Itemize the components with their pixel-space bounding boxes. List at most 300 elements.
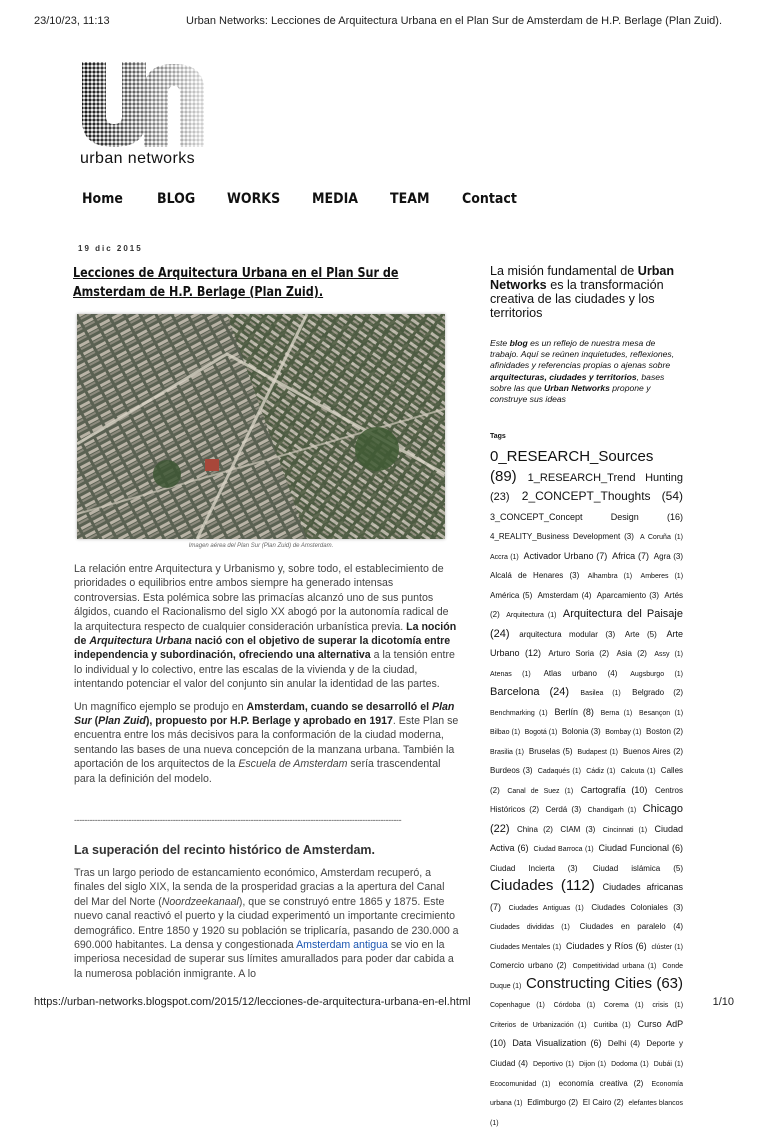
aerial-city-illustration [77, 314, 445, 539]
tag-item[interactable] [604, 994, 644, 1011]
tag-label[interactable]: Africa [612, 550, 636, 561]
print-datetime: 23/10/23, 11:13 [34, 15, 110, 27]
tag-item[interactable] [597, 585, 659, 602]
tag-label[interactable]: Ciudades divididas [490, 924, 555, 932]
tag-label[interactable]: Chicago [642, 803, 684, 816]
tag-count: (2) [664, 688, 684, 698]
tag-label[interactable]: Barcelona [490, 686, 540, 699]
tag-count: (1) [570, 904, 584, 912]
tag-label[interactable]: Berlín [554, 706, 578, 717]
tag-item[interactable] [651, 936, 683, 953]
post-aerial-photo[interactable] [77, 314, 445, 539]
tag-item[interactable] [490, 741, 524, 758]
paragraph-3: Tras un largo periodo de estancamiento económico, Amsterdam recuperó, a finales del siglo XIX, la senda de la prosperidad gracias a la apertura del Canal del Mar del Norte (Noordzeekanaal), que se construyó entre 1865 y 1875. Este nuevo canal reactivó el puerto y la ciudad experimentó un importante crecimiento demográfico. Entre 1850 y 1920 su población se triplicaría, pasando de 230.000 a 690.000 habitantes. La densa y congestionada Amsterdam antigua se vio en la imperiosa necesidad de superar sus límites amurallados para poder dar cabida a la numerosa población inmigrante. A lo [74, 867, 459, 980]
tag-item[interactable] [533, 838, 593, 855]
tag-label[interactable]: Amsterdam [537, 590, 579, 600]
tag-count: (4) [626, 1039, 641, 1049]
tag-label[interactable]: 0_RESEARCH_Sources [490, 448, 654, 465]
tag-item[interactable] [490, 585, 532, 602]
tag-count: (1) [672, 943, 683, 951]
tag-item[interactable] [538, 585, 592, 602]
tag-count: (1) [511, 670, 531, 678]
tag-count: (2) [670, 727, 684, 737]
tag-count: (7) [593, 550, 608, 561]
tag-count: (10) [490, 1038, 507, 1049]
tag-count: (1) [512, 748, 524, 756]
tag-label[interactable]: Economía urbana [490, 1080, 684, 1108]
tag-count: (3) [554, 863, 578, 873]
tag-item[interactable] [490, 955, 567, 972]
tag-item[interactable] [605, 721, 641, 738]
tag-item[interactable] [654, 643, 683, 660]
tag-item[interactable] [548, 643, 609, 660]
tag-count: (1) [617, 1021, 631, 1029]
tag-count: (1) [569, 768, 581, 776]
nav-team[interactable]: TEAM [390, 191, 430, 207]
tag-count: (2) [490, 610, 500, 620]
tag-item[interactable] [580, 682, 620, 699]
tag-item[interactable] [533, 1053, 574, 1070]
tag-label[interactable]: Deportivo [532, 1060, 563, 1068]
tag-label[interactable]: 1_RESEARCH_Trend Hunting [527, 471, 683, 484]
tag-label[interactable]: Cerdá [545, 805, 568, 815]
tag-label[interactable]: Córdoba [553, 1002, 581, 1010]
tag-count: (3) [563, 571, 580, 581]
tag-count: (23) [490, 491, 510, 504]
tag-item[interactable] [559, 1073, 644, 1090]
nav-home[interactable]: Home [82, 191, 123, 207]
tag-item[interactable] [490, 877, 595, 894]
tags-heading: Tags [490, 433, 506, 440]
tag-count: (7) [635, 550, 649, 561]
tag-label[interactable]: Ciudades en paralelo [579, 922, 666, 932]
tag-item[interactable] [507, 780, 573, 797]
tag-item[interactable] [538, 760, 581, 777]
tag-label[interactable]: Edimburgo [527, 1098, 566, 1108]
tag-item[interactable] [639, 702, 683, 719]
tag-item[interactable] [522, 487, 683, 504]
tag-count: (2) [670, 746, 684, 756]
tag-label[interactable]: CIAM [560, 824, 581, 834]
tag-count: (1) [530, 1002, 545, 1010]
tag-label[interactable]: Augsburgo [630, 670, 665, 678]
tag-count: (3) [670, 551, 684, 561]
tag-label[interactable]: Curitiba [593, 1021, 618, 1029]
tag-item[interactable] [632, 682, 683, 699]
tag-label[interactable]: 4_REALITY_Business Development [490, 532, 621, 542]
tag-label[interactable]: Cadaqués [537, 768, 570, 776]
tag-item[interactable] [517, 819, 553, 836]
tag-count: (3) [646, 590, 660, 600]
tag-item[interactable] [525, 721, 558, 738]
tag-label[interactable]: Dodoma [611, 1060, 638, 1068]
tag-count: (1) [607, 748, 618, 756]
tag-count: (2) [632, 649, 647, 659]
tag-label[interactable]: Copenhague [490, 1002, 531, 1010]
tag-item[interactable] [554, 702, 593, 719]
tag-label[interactable]: Ciudad Activa [490, 823, 683, 854]
tag-count: (3) [580, 824, 596, 834]
tag-count: (24) [539, 686, 570, 699]
tag-count: (2) [627, 1078, 644, 1088]
tag-label[interactable]: crisis [652, 1002, 669, 1010]
tag-label[interactable]: Burdeos [490, 766, 520, 776]
tag-label[interactable]: Arquitectura [506, 612, 544, 620]
tag-item[interactable] [490, 526, 634, 543]
tag-label[interactable]: Cincinnati [602, 826, 634, 834]
tag-item[interactable] [625, 624, 657, 641]
tag-count: (1) [510, 982, 522, 990]
tag-count: (1) [536, 1080, 551, 1088]
tag-label[interactable]: elefantes blancos [628, 1100, 684, 1108]
post-body-intro [74, 562, 459, 794]
tag-item[interactable] [526, 975, 683, 992]
tag-item[interactable] [509, 897, 584, 914]
tag-count: (2) [552, 961, 567, 971]
tag-item[interactable] [608, 1033, 640, 1050]
tag-label[interactable]: Benchmarking [490, 709, 535, 717]
tag-label[interactable]: Criterios de Urbanización [490, 1021, 574, 1029]
tag-label[interactable]: Dubái [653, 1060, 672, 1068]
tag-item[interactable] [611, 1053, 649, 1070]
tag-count: (6) [632, 940, 647, 951]
tag-label[interactable]: Centros Históricos [490, 785, 683, 815]
tag-count: (3) [519, 766, 533, 776]
nav-blog[interactable]: BLOG [157, 191, 196, 207]
tag-item[interactable] [588, 799, 637, 816]
tag-item[interactable] [490, 682, 569, 699]
tag-count: (54) [650, 489, 683, 504]
tag-count: (4) [596, 668, 618, 678]
tag-item[interactable] [580, 916, 683, 933]
sidebar-blurb: Este blog es un reflejo de nuestra mesa de trabajo. Aquí se reúnen inquietudes, reflexiones, afinidades y referencias propias o ajenas sobre arquitecturas, ciudades y territorios, bases sobre las que Urban Networks propone y construye sus ideas [490, 338, 675, 405]
tag-count: (1) [664, 670, 684, 678]
tag-count: (3) [567, 805, 582, 815]
tag-count: (2) [611, 1098, 624, 1108]
tag-cloud [490, 447, 683, 1130]
tag-count: (2) [594, 649, 610, 659]
tag-count: (1) [630, 729, 642, 737]
tag-label[interactable]: Budapest [577, 748, 608, 756]
tag-item[interactable] [583, 1092, 624, 1109]
tag-count: (1) [617, 573, 633, 581]
tag-count: (1) [644, 963, 657, 971]
tag-count: (1) [511, 1100, 523, 1108]
tag-count: (1) [603, 690, 621, 698]
tag-item[interactable] [654, 1053, 683, 1070]
tag-label[interactable]: Aparcamiento [596, 590, 647, 600]
tag-count: (1) [490, 1119, 499, 1127]
tag-count: (1) [573, 1021, 587, 1029]
tag-count: (1) [595, 1060, 607, 1068]
tag-label[interactable]: Competitividad urbana [572, 963, 645, 971]
tag-count: (16) [638, 511, 683, 522]
tag-item[interactable] [490, 663, 531, 680]
tag-item[interactable] [646, 721, 683, 738]
tag-label[interactable]: A Coruña [639, 534, 671, 542]
tag-count: (1) [668, 573, 684, 581]
tag-label[interactable]: Dijon [579, 1060, 595, 1068]
tag-label[interactable]: Alhambra [587, 573, 618, 581]
tag-item[interactable] [529, 741, 573, 758]
tag-label[interactable]: 3_CONCEPT_Concept Design [490, 511, 639, 522]
tag-count: (112) [553, 877, 595, 895]
tag-label[interactable]: Bruselas [528, 746, 560, 756]
tag-item[interactable] [603, 819, 647, 836]
tag-count: (89) [490, 467, 517, 485]
tag-count: (10) [625, 784, 648, 795]
tag-item[interactable] [519, 624, 615, 641]
tag-count: (1) [633, 826, 648, 834]
nav-contact[interactable]: Contact [462, 191, 517, 207]
tag-item[interactable] [601, 702, 633, 719]
inline-link[interactable]: Amsterdam antigua [296, 939, 388, 952]
tag-label[interactable]: Ciudades [490, 877, 554, 895]
tag-label[interactable]: Berna [600, 709, 620, 717]
tag-count: (3) [620, 532, 634, 542]
tag-label[interactable]: América [490, 590, 520, 600]
tag-item[interactable] [527, 1092, 578, 1109]
tag-label[interactable]: Boston [646, 727, 671, 737]
tag-label[interactable]: Besançon [639, 709, 671, 717]
tag-item[interactable] [545, 799, 581, 816]
tag-item[interactable] [490, 760, 533, 777]
tag-label[interactable]: Accra [490, 553, 508, 561]
tag-count: (3) [667, 902, 683, 912]
tag-count: (2) [490, 785, 500, 795]
tag-count: (1) [534, 709, 548, 717]
tag-item[interactable] [490, 994, 545, 1011]
tag-item[interactable] [652, 994, 683, 1011]
print-page-title: Urban Networks: Lecciones de Arquitectura Urbana en el Plan Sur de Amsterdam de H.P. Berlage (Plan Zuid). [186, 15, 723, 27]
tag-count: (5) [639, 629, 657, 639]
tag-label[interactable]: Ciudades Mentales [490, 943, 551, 951]
tag-count: (5) [660, 863, 684, 873]
tag-label[interactable]: Belgrado [632, 688, 665, 698]
tag-label[interactable]: Bilbao [490, 729, 510, 737]
tag-count: (1) [644, 768, 656, 776]
tag-item[interactable] [490, 858, 578, 875]
sidebar-mission: La misión fundamental de Urban Networks es la transformación creativa de las ciudades y los territorios [490, 264, 675, 320]
paragraph-1: La relación entre Arquitectura y Urbanismo y, sobre todo, el establecimiento de prioridades o equilibrios entre ambos siempre ha generado intensas controversias. Esta polémica sobre las primacías alcanzó uno de sus puntos álgidos, cuando el Racionalismo del siglo XX abogó por la autonomía radical de la arquitectura respecto de cualquier consideración urbanística previa. La noción de Arquitectura Urbana nació con el objetivo de superar la dicotomía entre independencia y subordinación, ofreciendo una alternativa a la tensión entre lo individual y lo colectivo, entre las escalas de la vivienda y de la ciudad, intentando potenciar el valor del conjunto sin anular la identidad de las partes. [74, 563, 457, 691]
tag-count: (1) [554, 924, 570, 932]
tag-item[interactable] [490, 565, 579, 582]
tag-count: (1) [628, 1002, 644, 1010]
tag-count: (8) [577, 706, 594, 717]
tag-item[interactable] [579, 1053, 606, 1070]
tag-label[interactable]: Bogotá [524, 729, 547, 737]
tag-item[interactable] [490, 721, 520, 738]
tag-count: (6) [669, 843, 683, 854]
section-subheading: La superación del recinto histórico de Amsterdam. [74, 843, 376, 857]
tag-label[interactable]: economía creativa [558, 1078, 628, 1088]
tag-item[interactable] [581, 780, 648, 797]
tag-count: (1) [543, 612, 557, 620]
tag-item[interactable] [641, 565, 683, 582]
tag-label[interactable]: Cartografía [580, 784, 626, 795]
tag-label[interactable]: Basilea [580, 690, 604, 698]
tag-count: (1) [637, 1060, 649, 1068]
tag-count: (4) [578, 590, 592, 600]
tag-count: (3) [597, 629, 616, 639]
tag-count: (2) [525, 805, 540, 815]
tag-item[interactable] [654, 546, 683, 563]
tag-count: (3) [588, 727, 601, 737]
post-date: 19 dic 2015 [78, 244, 143, 253]
tag-count: (1) [619, 709, 633, 717]
tag-item[interactable] [630, 663, 683, 680]
tag-count: (1) [509, 729, 521, 737]
tag-label[interactable]: 2_CONCEPT_Thoughts [521, 489, 651, 504]
tag-count: (24) [490, 627, 510, 640]
tag-item[interactable] [506, 604, 556, 621]
tag-label[interactable]: Delhi [607, 1039, 627, 1049]
site-logo[interactable] [80, 62, 210, 172]
tag-label[interactable]: Amberes [640, 573, 669, 581]
tag-count: (5) [519, 590, 533, 600]
tag-item[interactable] [586, 760, 615, 777]
tag-item[interactable] [490, 1073, 551, 1090]
tag-label[interactable]: Deporte y Ciudad [490, 1039, 684, 1068]
tag-item[interactable] [598, 838, 683, 855]
tag-count: (22) [490, 822, 510, 835]
tag-count: (6) [586, 1038, 602, 1049]
tag-label[interactable]: Curso AdP [637, 1018, 683, 1029]
nav-media[interactable]: MEDIA [312, 191, 359, 207]
urban-networks-logo-mark [80, 62, 210, 147]
tag-item[interactable] [490, 546, 519, 563]
tag-item[interactable] [566, 936, 647, 953]
tag-item[interactable] [621, 760, 656, 777]
tag-count: (1) [669, 651, 684, 659]
tag-count: (6) [514, 843, 529, 854]
tag-label[interactable]: clúster [651, 943, 673, 951]
tag-label[interactable]: Ciudad Barroca [533, 846, 583, 854]
tag-label[interactable]: Assy [654, 651, 670, 659]
tag-label[interactable]: Chandigarh [587, 807, 624, 815]
tag-count: (2) [537, 824, 553, 834]
tag-label[interactable]: Bombay [605, 729, 631, 737]
tag-item[interactable] [616, 643, 647, 660]
tag-label[interactable]: Buenos Aires [622, 746, 671, 756]
tag-count: (1) [550, 943, 562, 951]
print-url: https://urban-networks.blogspot.com/2015/12/lecciones-de-arquitectura-urbana-en-el.html [34, 996, 471, 1008]
tag-item[interactable] [594, 1014, 631, 1031]
tag-label[interactable]: Data Visualization [512, 1038, 587, 1049]
tag-label[interactable]: Ciudades y Ríos [566, 940, 633, 951]
tag-item[interactable] [490, 936, 561, 953]
tag-label[interactable]: Asia [616, 649, 632, 659]
tag-label[interactable]: Cádiz [586, 768, 605, 776]
tag-label[interactable]: Alcalá de Henares [490, 571, 564, 581]
tag-item[interactable] [554, 994, 596, 1011]
tag-label[interactable]: Ciudad Incierta [490, 863, 555, 873]
tag-item[interactable] [588, 565, 632, 582]
logo-wordmark: urban networks [80, 150, 195, 167]
tag-label[interactable]: Atlas urbano [543, 668, 597, 678]
paragraph-2: Un magnífico ejemplo se produjo en Amsterdam, cuando se desarrolló el Plan Sur (Plan Zuid), propuesto por H.P. Berlage y aprobado en 1917. Este Plan se encuentra entre los más decisivos para la conformación de la ciudad moderna, sentando las bases de una nueva concepción de la manzana urbana. También la aportación de los arquitectos de la Escuela de Amsterdam sería trascendental para la definición del modelo. [74, 700, 459, 785]
tag-label[interactable]: Brasilia [490, 748, 513, 756]
tag-label[interactable]: Comercio urbano [490, 961, 553, 971]
tag-label[interactable]: Agra [653, 551, 671, 561]
tag-item[interactable] [490, 507, 683, 524]
tag-label[interactable]: Artés [664, 590, 684, 600]
tag-item[interactable] [490, 916, 570, 933]
tag-label[interactable]: Calles [660, 766, 684, 776]
tag-label[interactable]: Ciudades Coloniales [591, 902, 668, 912]
tag-label[interactable]: China [517, 824, 538, 834]
tag-count: (1) [507, 553, 519, 561]
tag-count: (1) [546, 729, 558, 737]
tag-label[interactable]: Activador Urbano [523, 550, 594, 561]
tag-count: (2) [565, 1098, 579, 1108]
post-title[interactable]: Lecciones de Arquitectura Urbana en el Plan Sur de Amsterdam de H.P. Berlage (Plan Zuid). [73, 266, 399, 300]
tag-count: (1) [604, 768, 616, 776]
tag-item[interactable] [593, 858, 683, 875]
tag-count: (1) [580, 1002, 596, 1010]
tag-count: (1) [671, 1060, 684, 1068]
tag-label[interactable]: Arte [624, 629, 640, 639]
nav-works[interactable]: WORKS [227, 191, 281, 207]
tag-label[interactable]: Constructing Cities [525, 974, 652, 992]
tag-item[interactable] [512, 1033, 601, 1050]
tag-item[interactable] [544, 663, 618, 680]
tag-item[interactable] [623, 741, 683, 758]
tag-label[interactable]: Bolonia [561, 727, 589, 737]
tag-label[interactable]: Corema [603, 1002, 629, 1010]
tag-item[interactable] [560, 819, 595, 836]
tag-count: (63) [652, 974, 684, 992]
image-caption: Imagen aérea del Plan Sur (Plan Zuid) de Amsterdam. [188, 543, 334, 549]
tag-count: (1) [623, 807, 637, 815]
tag-label[interactable]: Ecocomunidad [490, 1080, 537, 1088]
separator-dashes: ------------------------------------------------------------------------------------------------------------------------------ [74, 815, 402, 825]
tag-label[interactable]: arquitectura modular [519, 629, 598, 639]
tag-item[interactable] [490, 702, 548, 719]
tag-label[interactable]: El Cairo [582, 1098, 612, 1108]
tag-label[interactable]: Conde Duque [490, 963, 684, 990]
tag-item[interactable] [573, 955, 657, 972]
tag-label[interactable]: Ciudad Funcional [598, 843, 670, 854]
tag-item[interactable] [612, 546, 649, 563]
tag-label[interactable]: Arturo Soria [548, 649, 595, 659]
tag-item[interactable] [577, 741, 618, 758]
tag-count: (7) [490, 901, 501, 912]
tag-count: (4) [515, 1058, 528, 1068]
tag-item[interactable] [591, 897, 683, 914]
tag-count: (1) [670, 534, 684, 542]
tag-item[interactable] [562, 721, 601, 738]
tag-count: (12) [519, 648, 541, 659]
tag-count: (4) [665, 922, 684, 932]
tag-item[interactable] [524, 546, 608, 563]
tag-item[interactable] [640, 526, 683, 543]
tag-count: (1) [582, 846, 594, 854]
tag-label[interactable]: Canal de Suez [507, 787, 560, 795]
tag-count: (1) [562, 1060, 575, 1068]
tag-label[interactable]: Atenas [490, 670, 512, 678]
tag-label[interactable]: Calcuta [620, 768, 645, 776]
tag-count: (5) [560, 746, 573, 756]
tag-label[interactable]: Ciudades Antiguas [508, 904, 571, 912]
tag-count: (1) [559, 787, 574, 795]
tag-label[interactable]: Ciudad islámica [592, 863, 661, 873]
tag-label[interactable]: Arquitectura del Paisaje [562, 608, 683, 621]
print-page-number: 1/10 [712, 996, 734, 1008]
tag-label[interactable]: Ciudades africanas [602, 882, 683, 893]
tag-label[interactable]: Arte Urbano [490, 628, 684, 659]
tag-item[interactable] [490, 1014, 587, 1031]
